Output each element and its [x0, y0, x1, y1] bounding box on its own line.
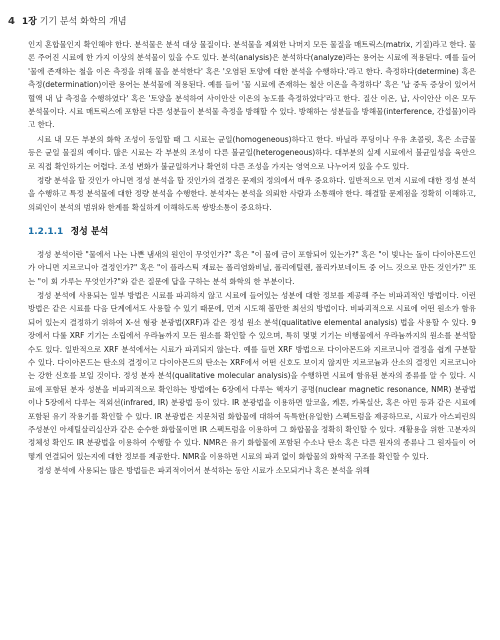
- paragraph: 정성 분석이란 "물에서 나는 나쁜 냄새의 원인이 무엇인가?" 혹은 "이 물에 금이 포함되어 있는가?" 혹은 "이 빛나는 돌이 다이아몬드인가 아니면 지르코니아 결정인가?" 혹은 "이 플라스틱 재료는 폴리염화비닐, 폴리에틸렌, 폴리카보네이트 중 어느 것으로 만든 것인가?" 또는 "이 회 가루는 무엇인가?"와 같은 질문에 답을 구하는 분석 화학의 한 부분이다.: [28, 249, 476, 286]
- paragraph: 인지 혼합물인지 확인해야 한다. 분석물은 분석 대상 물질이다. 분석물을 제외한 나머지 모든 물질을 매트릭스(matrix, 기질)라고 한다. 물론 주어진 시료에 한 가지 이상의 분석물이 있을 수도 있다. 분석(analysis)은 분석하다(analyze)라는 용어는 시료에 적용된다. 예를 들어 '물에 존재하는 철을 이온 측정을 위해 물을 분석한다' 혹은 '오염된 토양에 대한 분석을 수행하다.'라고 한다. 측정하다(determine) 혹은 측정(determination)이란 용어는 분석물에 적용된다. 예를 들어 '물 시료에 존재하는 철산 이온을 측정하다' 혹은 '납 중독 증상이 있어서 혈액 내 납 측정을 수행하였다' 혹은 '토양을 분석하여 사이안산 이온의 농도를 측정하였다'라고 한다. 질산 이온, 납, 사이안산 이온 모두 분석물이다. 시료 매트릭스에 포함된 다른 성분들이 분석물 측정을 방해할 수 있다. 방해하는 성분들을 방해물(interference, 간섭물)이라고 한다.: [28, 40, 476, 130]
- paragraph: 정량 분석을 할 것인가 아니면 정성 분석을 할 것인가의 결정은 문제의 정의에서 매우 중요하다. 일반적으로 먼저 시료에 대한 정성 분석을 수행하고 특정 분석물에 대한 정량 분석을 수행한다. 분석자는 분석을 의뢰한 사람과 소통해야 한다. 해결할 문제점을 정확히 이해하고, 의뢰인이 분석의 범위와 한계를 확실하게 이해하도록 쌍방소통이 중요하다.: [28, 176, 476, 212]
- paragraph: 정성 분석에 사용되는 많은 방법들은 파괴적이어서 분석하는 동안 시료가 소모되거나 혹은 분석을 위해: [37, 466, 370, 476]
- chapter-title: 기기 분석 화학의 개념: [39, 17, 127, 27]
- section-heading: [28, 226, 476, 239]
- page-number: 4: [8, 16, 15, 27]
- running-head: [8, 14, 492, 27]
- paragraph: 시료 내 모든 부분의 화학 조성이 동일할 때 그 시료는 균일(homogeneous)하다고 한다. 바닐라 푸딩이나 우유 초콜릿, 혹은 소금물 등은 균일 물질의 예이다. 많은 시료는 각 부분의 조성이 다른 불균일(heterogeneous)하다. 대부분의 실제 시료에서 불균일성을 육안으로 직접 확인하기는 어렵다. 조성 변화가 불균일하거나 확연히 다른 조성을 가지는 영역으로 나누어져 있을 수도 있다.: [28, 134, 476, 171]
- section-number: 1.2.1.1: [28, 227, 64, 238]
- body-text: [28, 38, 476, 479]
- chapter-label: 1장: [21, 17, 37, 27]
- section-title: 정성 분석: [70, 227, 109, 238]
- paragraph: 정성 분석에 사용되는 일부 방법은 시료를 파괴하지 않고 시료에 들어있는 성분에 대한 정보를 제공해 주는 비파괴적인 방법이다. 이런 방법은 같은 시료를 다음 단계에서도 사용할 수 있기 때문에, 먼저 시도해 볼만한 최선의 방법이다. 비파괴적으로 시료에 어떤 원소가 함유되어 있는지 결정하기 위하여 X-선 형광 분광법(XRF)과 같은 정성 원소 분석(qualitative elemental analysis) 법을 사용할 수 있다. 9장에서 다룰 XRF 기기는 소립에서 우라늄까지 모든 원소를 확인할 수 있으며, 특히 몇몇 기기는 비행물에서 우라늄까지의 원소를 분석할 수도 있다. 일반적으로 XRF 분석에서는 시료가 파괴되지 않는다. 예를 들면 XRF 방법으로 다이아몬드와 지르코니아 결정을 쉽게 구분할 수 있다. 다이아몬드는 탄소의 결정이고 다이아몬드의 탄소는 XRF에서 어떤 신호도 보이지 않지만 지르코늄과 산소의 결정인 지르코니아는 강한 신호를 보일 것이다. 정성 분자 분석(qualitative molecular analysis)을 수행하면 시료에 함유된 분자의 종류를 알 수 있다. 시료에 포함된 분자 성분을 비파괴적으로 확인하는 방법에는 6장에서 다루는 핵자기 공명(nuclear magnetic resonance, NMR) 분광법이나 5장에서 다루는 적외선(infrared, IR) 분광법 등이 있다. IR 분광법을 이용하면 알코올, 케톤, 카복실산, 혹은 아민 등과 같은 시료에 포함된 유기 작용기를 확인할 수 있다. IR 분광법은 지문처럼 화합물에 대하여 독특한(유일한) 스펙트럼을 제공하므로, 시료가 아스피린의 주성분인 아세틸살리실산과 같은 순수한 화합물이면 IR 스펙트럼을 이용하여 그 화합물을 정확히 확인할 수 있다. 재활용을 위한 고분자의 정체성 확인도 IR 분광법을 이용하여 수행할 수 있다. NMR은 유기 화합물에 포함된 수소나 탄소 혹은 다른 원자의 종류나 그 원자들이 어떻게 연결되어 있는지에 대한 정보를 제공한다. NMR을 이용하면 시료의 파괴 없이 화합물의 화학적 구조를 확인할 수 있다.: [28, 290, 476, 461]
